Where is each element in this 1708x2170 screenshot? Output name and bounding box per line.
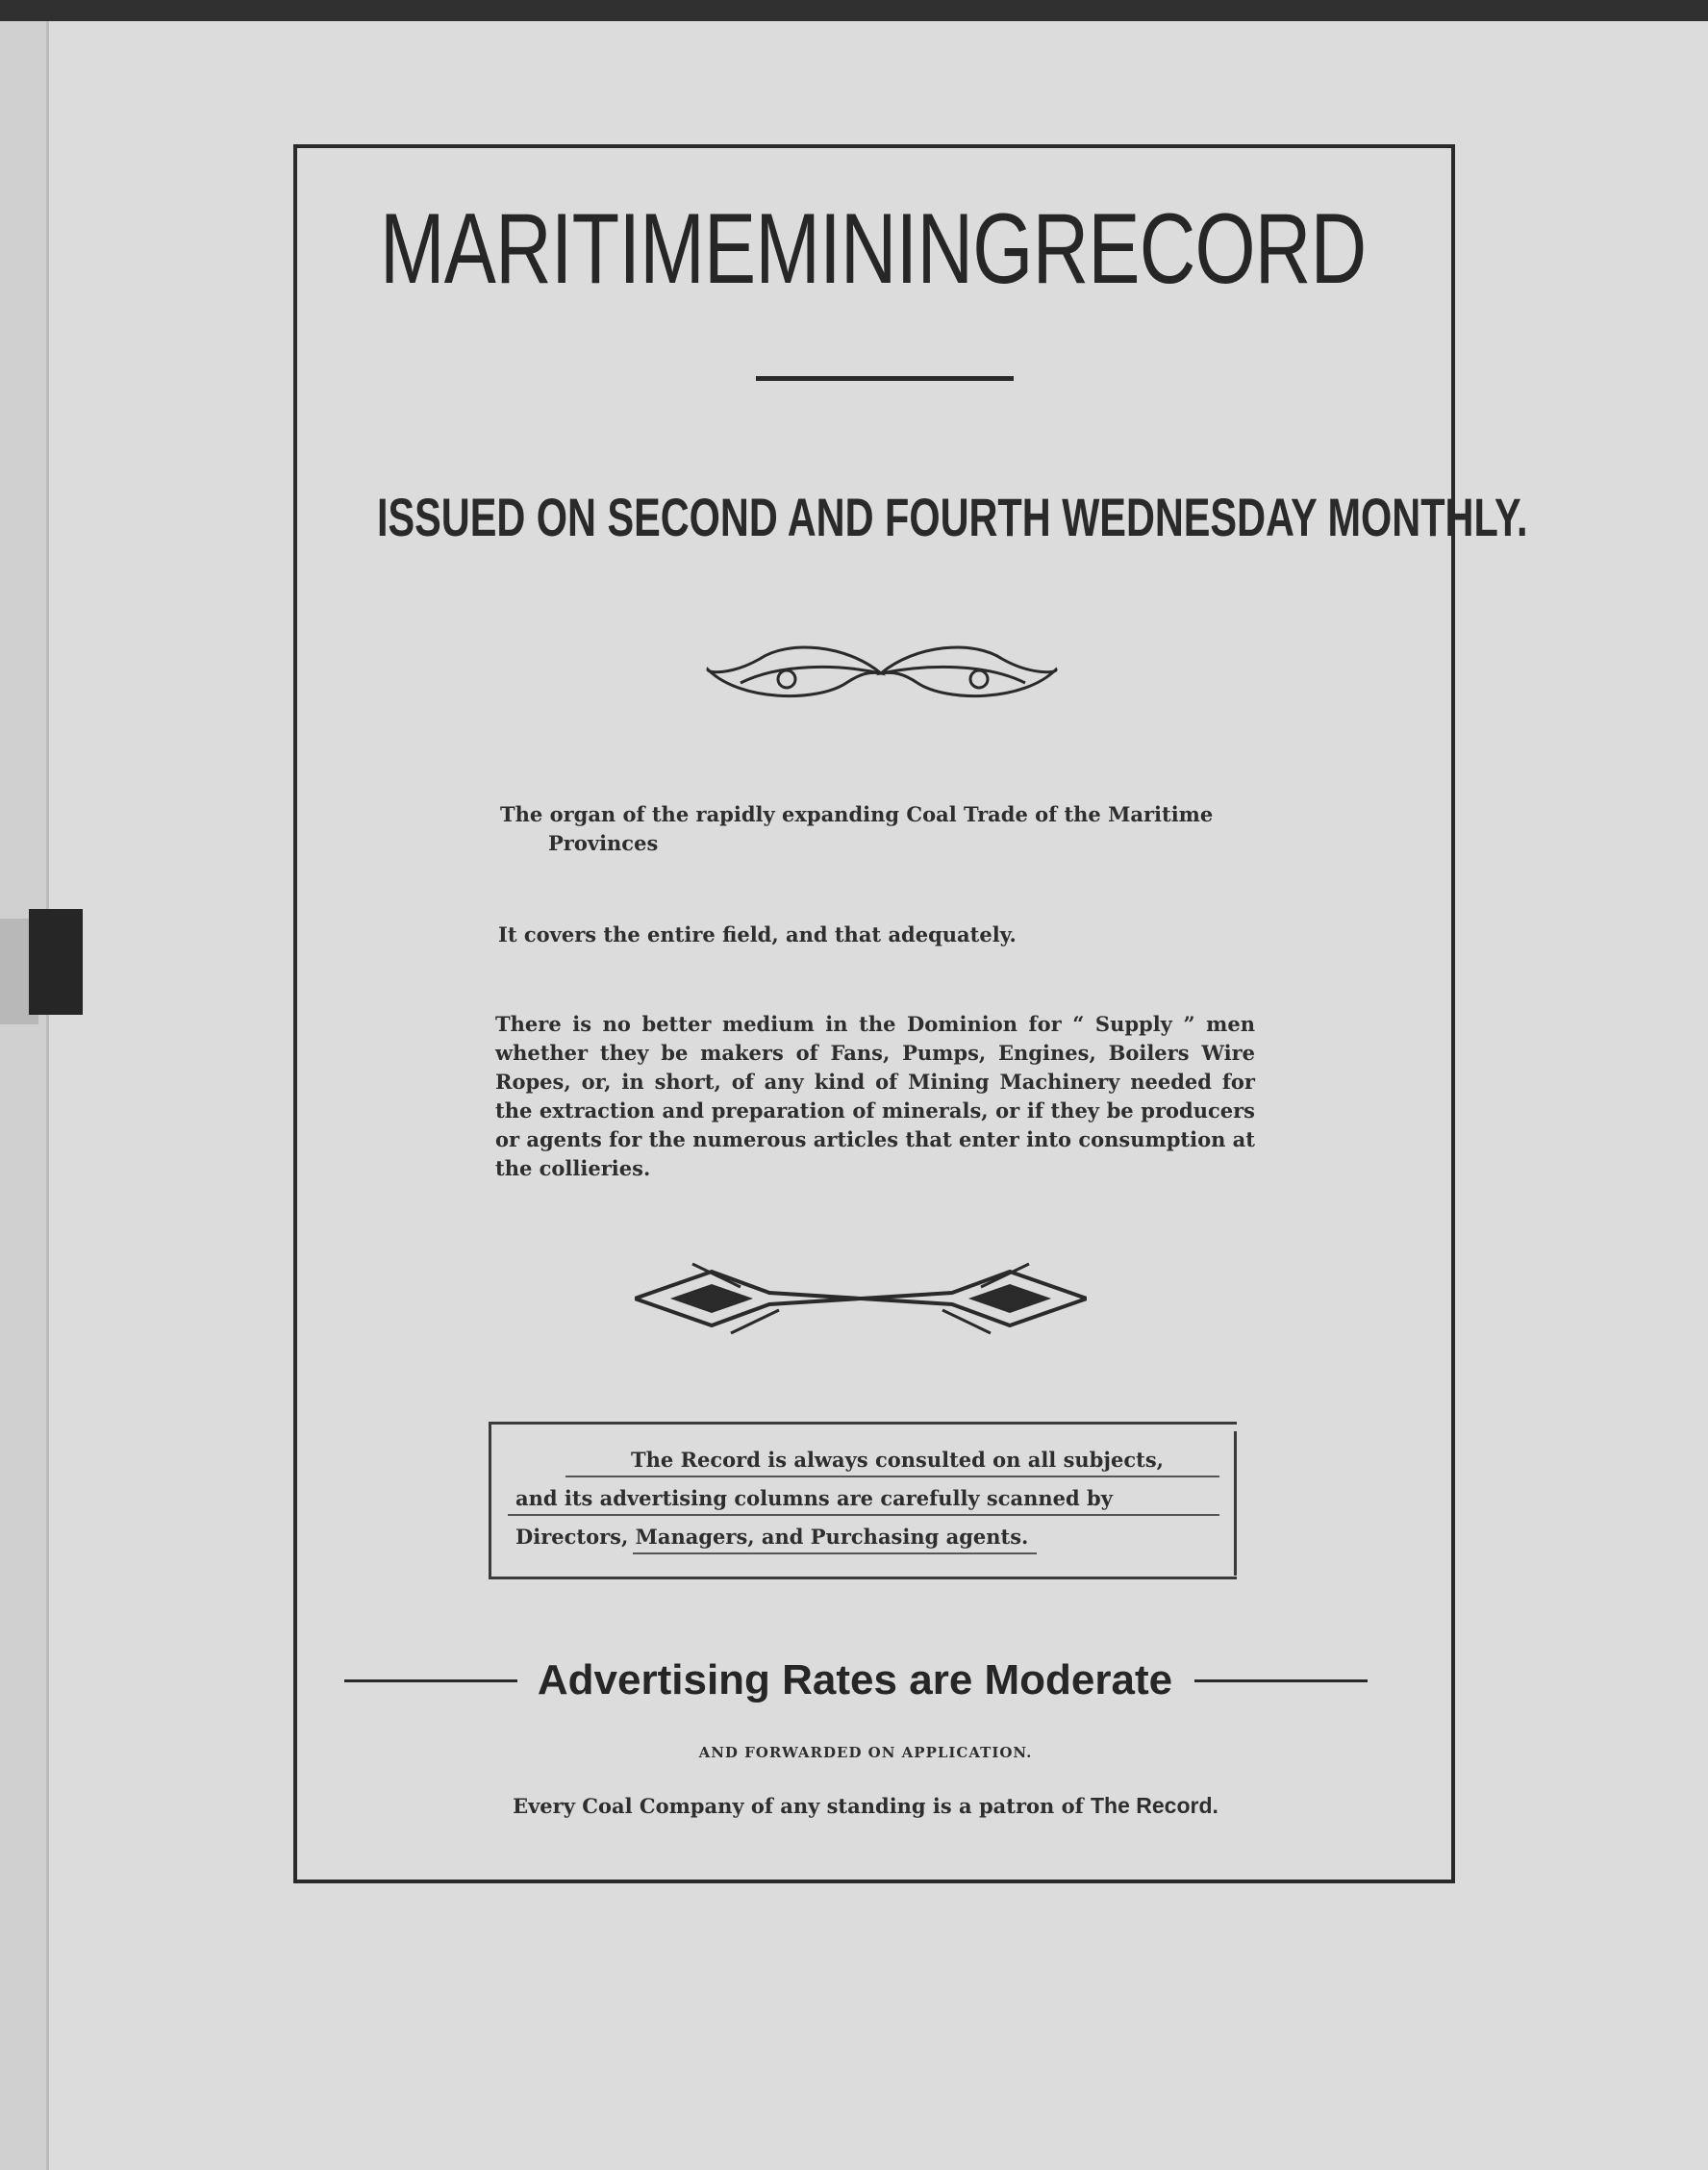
rates-rule-right: [1194, 1679, 1368, 1682]
record-callout-text: [515, 1441, 1200, 1556]
record-callout-box: [489, 1422, 1237, 1579]
patron-name: The Record.: [1090, 1793, 1218, 1818]
scroll-ornament-icon: [702, 635, 1064, 712]
record-line-1: The Record is always consulted on all subjects,: [631, 1448, 1164, 1472]
coverage-paragraph: It covers the entire field, and that adequately.: [498, 922, 1017, 946]
scan-top-border: [0, 0, 1708, 23]
record-underline-1: [565, 1476, 1219, 1477]
rates-rule-left: [344, 1679, 517, 1682]
supply-paragraph: There is no better medium in the Dominion for “ Supply ” men whether they be makers of Fans, Pumps, Engines, Boilers Wire Ropes, or, in short, of any kind of Mining Machinery needed for the extraction and preparation of minerals, or if they be producers or agents for the numerous articles that enter into consumption at the collieries.: [495, 1012, 1255, 1180]
title-word-3: RECORD: [1032, 193, 1367, 305]
issue-schedule: ISSUED ON SECOND AND FOURTH WEDNESDAY MONTHLY.: [377, 487, 1528, 547]
box-right-border: [1234, 1431, 1237, 1576]
box-top-border: [489, 1422, 1237, 1425]
patron-line: [462, 1793, 1269, 1819]
organ-line-2: Provinces: [548, 831, 659, 855]
record-underline-2: [508, 1514, 1219, 1516]
record-line-3: Directors, Managers, and Purchasing agents.: [515, 1525, 1029, 1549]
left-page-edge: [0, 21, 46, 2170]
organ-paragraph: [500, 800, 1260, 858]
record-underline-3: [633, 1552, 1037, 1554]
box-bottom-border: [489, 1577, 1237, 1579]
rates-heading: Advertising Rates are Moderate: [537, 1656, 1173, 1703]
rates-heading-row: [344, 1656, 1368, 1704]
diamond-ornament-icon: [635, 1260, 1087, 1337]
masthead-title: [380, 192, 1367, 307]
record-line-2: and its advertising columns are carefully scanned by: [515, 1486, 1113, 1510]
patron-prefix: Every Coal Company of any standing is a patron of: [513, 1794, 1084, 1818]
title-word-1: MARITIME: [380, 193, 756, 305]
organ-line-1: The organ of the rapidly expanding Coal Trade of the Maritime: [500, 802, 1214, 826]
binding-tab: [29, 909, 83, 1015]
title-rule: [756, 376, 1014, 381]
forwarded-note: AND FORWARDED ON APPLICATION.: [698, 1744, 1033, 1761]
title-word-2: MINING: [755, 193, 1033, 305]
box-left-border: [489, 1422, 491, 1579]
